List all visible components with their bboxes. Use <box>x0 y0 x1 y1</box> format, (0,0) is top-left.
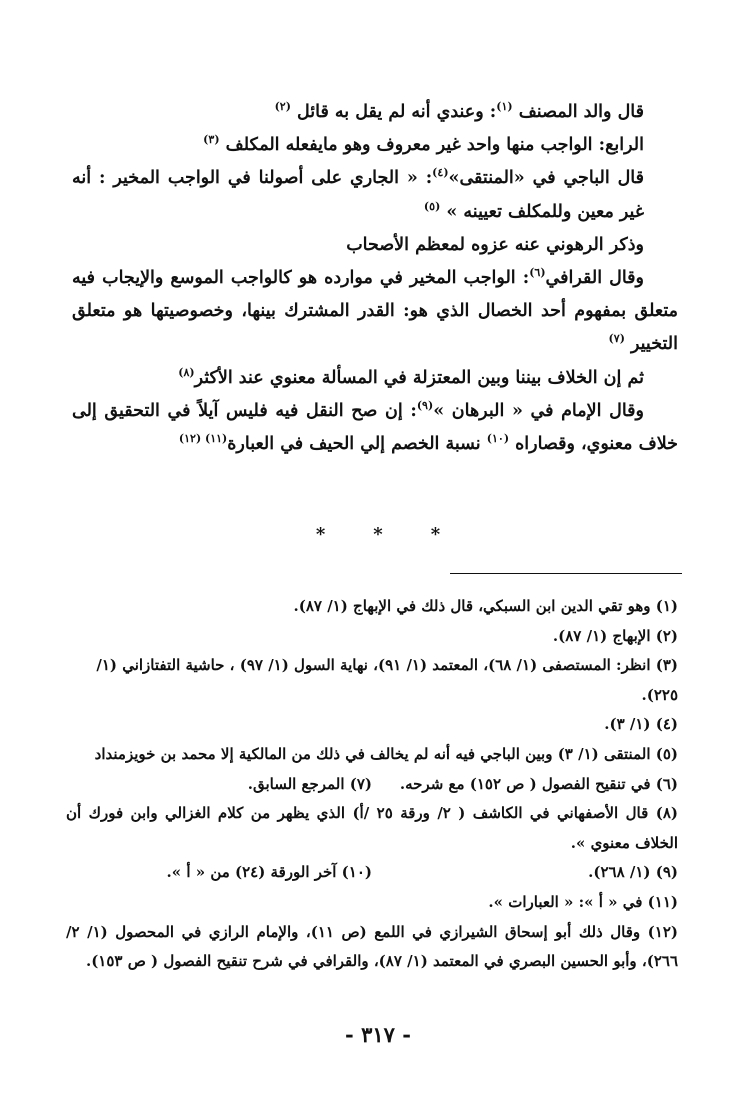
star-ornament: * <box>373 524 383 545</box>
footnote-ref[interactable]: (١) <box>496 100 513 113</box>
text-run: نسبة الخصم إلي الحيف في العبارة <box>227 434 481 455</box>
footnote-4: (٤) (١/ ٣). <box>604 715 678 734</box>
footnote-12: (١٢) وقال ذلك أبو إسحاق الشيرازي في اللمع (ص ١١)، والإمام الرازي في المحصول (١/ ٢/ ٢٦٦)، وأبو الحسين البصري في المعتمد (١/ ٨٧)، والقرافي في شرح تنقيح الفصول ( ص ١٥٣). <box>66 922 679 971</box>
text-run: ثم إن الخلاف بيننا وبين المعتزلة في المسألة معنوي عند الأكثر <box>194 367 644 388</box>
footnote-ref[interactable]: (٤) <box>432 166 449 180</box>
text-run: : إن صح النقل فيه فليس آيلاً في التحقيق إلى خلاف معنوي، وقصاراه <box>72 400 678 455</box>
footnote-row-9-10 <box>66 858 678 888</box>
footnote-9: (٩) (١/ ٢٦٨). <box>588 863 678 882</box>
footnote-6: (٦) في تنقيح الفصول ( ص ١٥٢) مع شرحه. <box>399 774 678 793</box>
footnote-5: (٥) المنتقى (١/ ٣) وبين الباجي فيه أنه لم يخالف في ذلك من المالكية إلا محمد بن خويزمنداد <box>94 744 678 763</box>
footnote-ref[interactable]: (٥) <box>423 199 441 213</box>
text-run: : وعندي أنه لم يقل به قائل <box>297 102 497 122</box>
footnotes <box>66 592 678 977</box>
paragraph-3 <box>72 162 678 228</box>
star-ornament: * <box>430 524 441 545</box>
text-run: وذكر الرهوني عنه عزوه لمعظم الأصحاب <box>346 234 644 255</box>
main-text <box>72 96 678 461</box>
text-run: : الواجب المخير في موارده هو كالواجب الموسع والإيجاب فيه متعلق بمفهوم أحد الخصال الذي هو: القدر المشترك بينها، وخصوصيتها هو متعلق التخيير <box>72 268 678 355</box>
paragraph-7 <box>72 395 678 461</box>
text-run: وقال الإمام في « البرهان » <box>433 400 644 421</box>
paragraph-5 <box>72 262 678 362</box>
star-ornament: * <box>315 524 326 545</box>
paragraph-6 <box>72 362 678 395</box>
footnote-ref[interactable]: (٧) <box>608 332 625 346</box>
footnote-7: (٧) المرجع السابق. <box>247 774 372 793</box>
footnote-ref[interactable]: (٦) <box>529 266 546 280</box>
footnote-row-6-7 <box>66 770 678 800</box>
footnote-3: (٣) انظر: المستصفى (١/ ٦٨)، المعتمد (١/ ٩١)، نهاية السول (١/ ٩٧) ، حاشية التفتازاني (١/ ٢٢٥). <box>96 656 678 704</box>
footnote-2: (٢) الإبهاج (١/ ٨٧). <box>552 626 678 645</box>
footnote-8: (٨) قال الأصفهاني في الكاشف ( ٢/ ورقة ٢٥ /أ) الذي يظهر من كلام الغزالي وابن فورك أن الخلاف معنوي ». <box>66 804 678 852</box>
footnote-ref[interactable]: (٢) <box>274 100 291 113</box>
section-separator <box>0 524 756 545</box>
text-run: قال والد المصنف <box>518 102 644 122</box>
paragraph-4 <box>72 229 678 262</box>
text-run: وقال القرافي <box>545 268 644 289</box>
text-run: قال الباجي في «المنتقى» <box>448 168 644 189</box>
paragraph-1 <box>72 96 678 129</box>
footnote-10: (١٠) آخر الورقة (٢٤) من « أ ». <box>166 863 372 882</box>
footnote-ref[interactable]: (٨) <box>178 365 195 379</box>
footnote-ref[interactable]: (١١) (١٢) <box>178 432 228 446</box>
footnote-ref[interactable]: (١٠) <box>486 432 510 446</box>
footnote-1: (١) وهو تقي الدين ابن السبكي، قال ذلك في الإبهاج (١/ ٨٧). <box>293 597 678 615</box>
footnote-11: (١١) في « أ »: « العبارات ». <box>488 892 678 911</box>
footnote-ref[interactable]: (٩) <box>416 398 434 412</box>
page-number: - ٣١٧ - <box>345 1022 411 1047</box>
paragraph-2 <box>72 129 678 162</box>
footnote-divider <box>450 573 682 574</box>
text-run: : « الجاري على أصولنا في الواجب المخير : أنه غير معين وللمكلف تعيينه » <box>72 168 644 222</box>
text-run: الرابع: الواجب منها واحد غير معروف وهو مايفعله المكلف <box>225 135 644 156</box>
footnote-ref[interactable]: (٣) <box>203 133 220 147</box>
